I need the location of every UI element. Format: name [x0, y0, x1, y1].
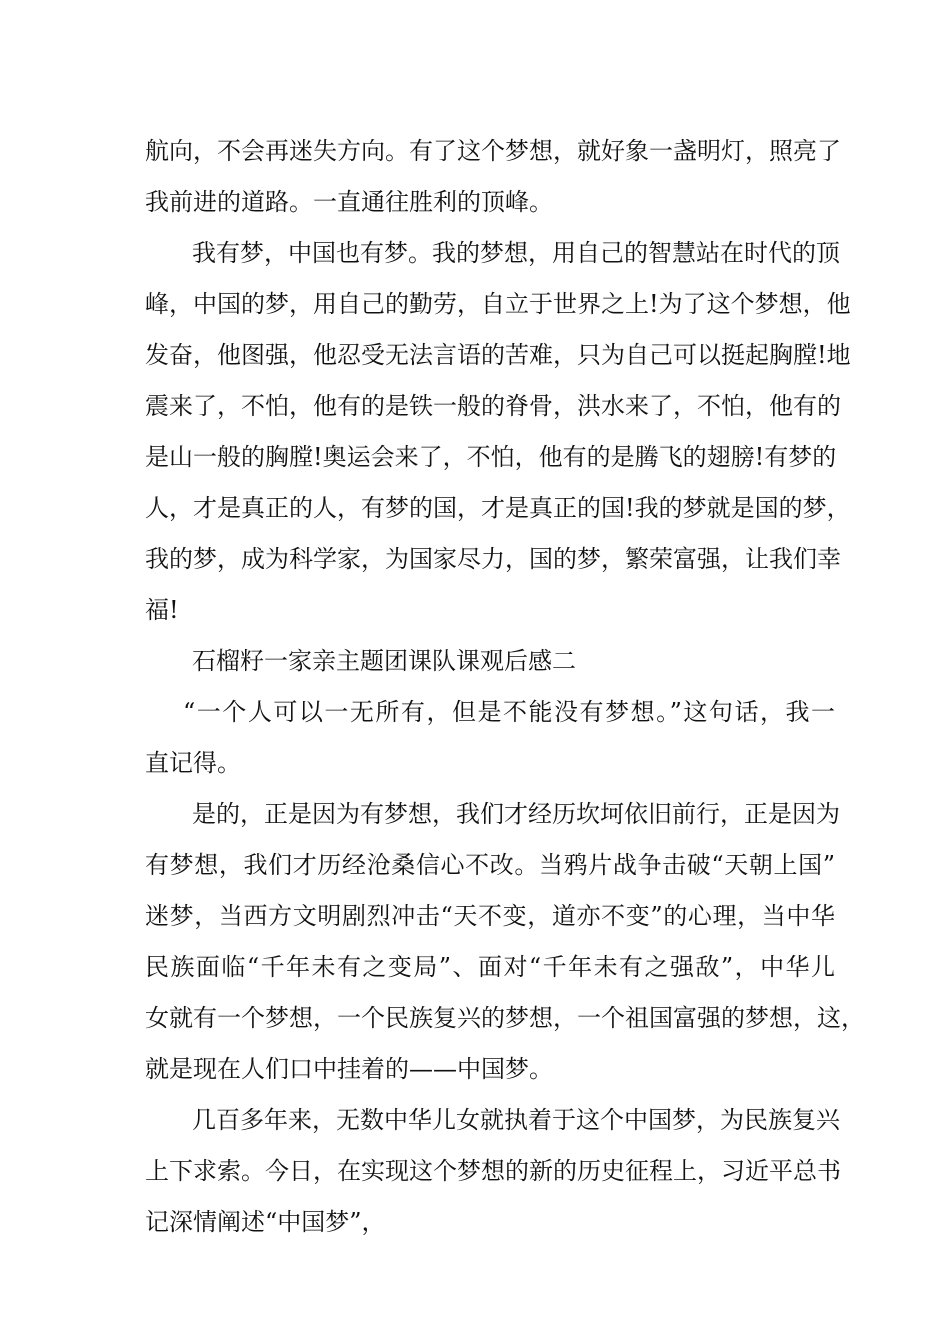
text-line: 就是现在人们口中挂着的——中国梦。 [145, 1055, 553, 1083]
text-line: 震来了，不怕，他有的是铁一般的脊骨，洪水来了，不怕，他有的 [145, 392, 841, 420]
text-line: 我有梦，中国也有梦。我的梦想，用自己的智慧站在时代的顶 [192, 239, 840, 267]
text-line: 发奋，他图强，他忍受无法言语的苦难，只为自己可以挺起胸膛!地 [145, 341, 851, 369]
text-line: 是的，正是因为有梦想，我们才经历坎坷依旧前行，正是因为 [192, 800, 840, 828]
text-line: 福! [145, 596, 179, 624]
text-line: “一个人可以一无所有，但是不能没有梦想。”这句话，我一 [183, 698, 835, 726]
document-body [145, 126, 865, 1248]
text-line: 直记得。 [145, 749, 241, 777]
text-line: 女就有一个梦想，一个民族复兴的梦想，一个祖国富强的梦想，这， [145, 1004, 865, 1032]
text-line: 峰，中国的梦，用自己的勤劳，自立于世界之上!为了这个梦想，他 [145, 290, 851, 318]
text-line: 记深情阐述“中国梦”， [145, 1208, 386, 1236]
text-line: 是山一般的胸膛!奥运会来了，不怕，他有的是腾飞的翅膀!有梦的 [145, 443, 837, 471]
text-line: 有梦想，我们才历经沧桑信心不改。当鸦片战争击破“天朝上国” [145, 851, 835, 879]
text-line: 几百多年来，无数中华儿女就执着于这个中国梦，为民族复兴 [192, 1106, 840, 1134]
text-line: 我的梦，成为科学家，为国家尽力，国的梦，繁荣富强，让我们幸 [145, 545, 841, 573]
text-line: 迷梦，当西方文明剧烈冲击“天不变，道亦不变”的心理，当中华 [145, 902, 835, 930]
text-line: 人，才是真正的人，有梦的国，才是真正的国!我的梦就是国的梦， [145, 494, 851, 522]
text-line: 我前进的道路。一直通往胜利的顶峰。 [145, 188, 553, 216]
text-line: 航向，不会再迷失方向。有了这个梦想，就好象一盏明灯，照亮了 [145, 137, 841, 165]
text-line: 民族面临“千年未有之变局”、面对“千年未有之强敌”，中华儿 [145, 953, 835, 981]
section-heading: 石榴籽一家亲主题团课队课观后感二 [192, 647, 576, 675]
text-line: 上下求索。今日，在实现这个梦想的新的历史征程上，习近平总书 [145, 1157, 841, 1185]
